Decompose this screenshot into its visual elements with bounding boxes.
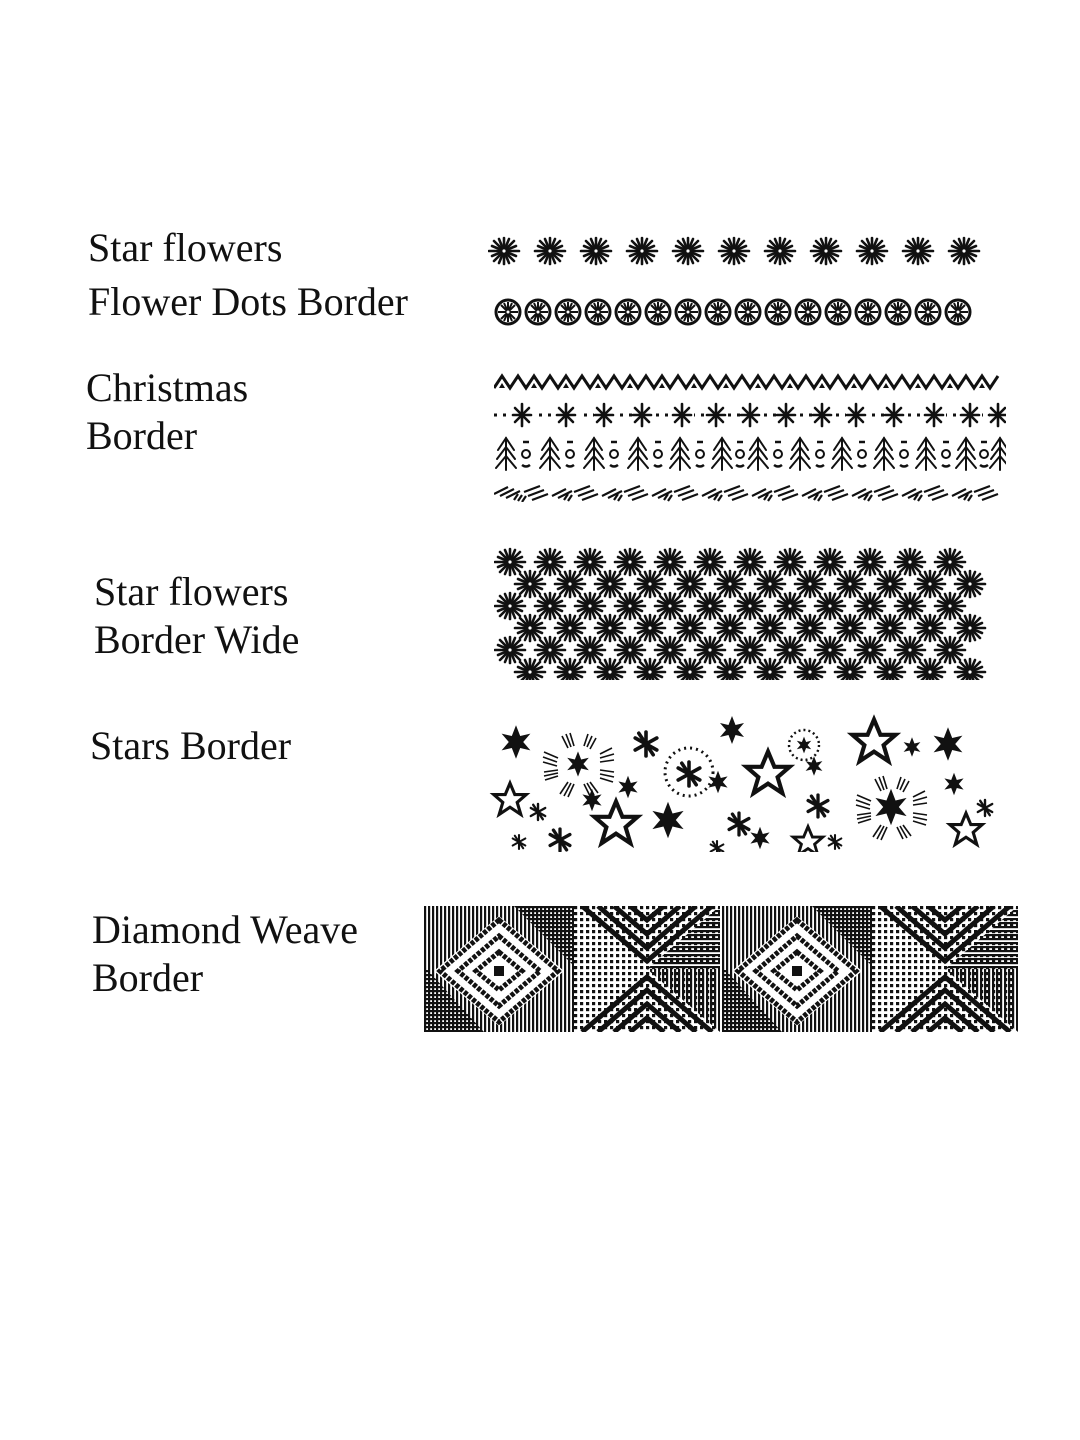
label-line: Border Wide [94, 617, 300, 662]
label-star-flowers-border-wide [94, 568, 299, 664]
christmas-border-pattern [494, 372, 1006, 502]
label-line: Star flowers [94, 569, 289, 614]
star-flowers-wide-pattern [494, 546, 994, 680]
label-star-flowers: Star flowers [88, 225, 283, 270]
label-christmas-border [86, 364, 248, 460]
label-flower-dots-border: Flower Dots Border [88, 279, 408, 324]
label-line: Border [86, 413, 198, 458]
zigzag-row [494, 376, 998, 388]
label-stars-border: Stars Border [90, 723, 292, 768]
label-line: Christmas [86, 365, 249, 410]
flower-dots-pattern [492, 296, 1004, 328]
label-line: Border [92, 955, 204, 1000]
diamond-weave-pattern [424, 906, 1020, 1032]
stars-border-pattern [488, 712, 998, 852]
label-line: Diamond Weave [92, 907, 358, 952]
label-diamond-weave-border [92, 906, 358, 1002]
star-flowers-pattern [488, 234, 1008, 268]
